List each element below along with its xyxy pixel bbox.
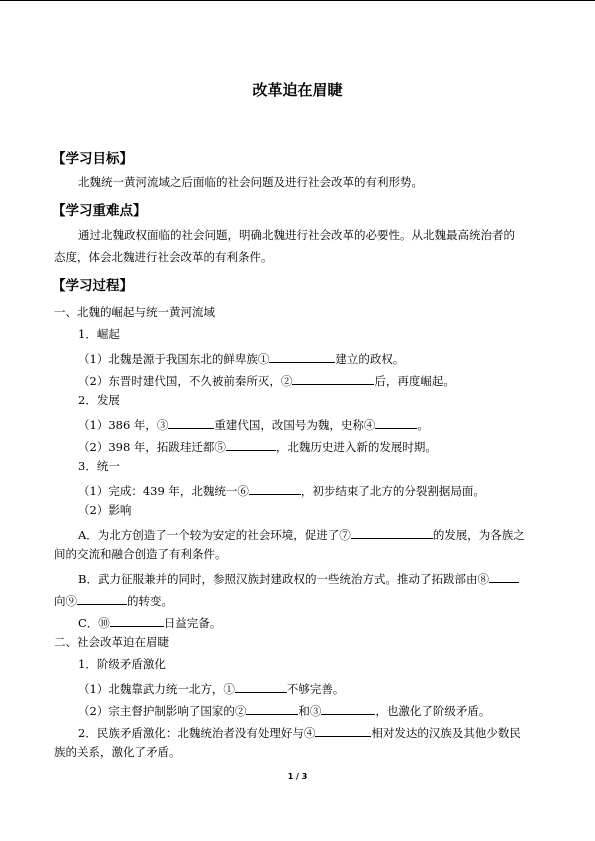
section-2-heading: 二、社会改革迫在眉睫 (54, 635, 169, 649)
fill-blank-2[interactable] (292, 373, 374, 385)
fill-blank-8[interactable] (489, 571, 519, 583)
document-title: 改革迫在眉睫 (252, 81, 343, 99)
key-text-line-1: 通过北魏政权面临的社会问题，明确北魏进行社会改革的必要性。从北魏最高统治者的 (78, 228, 515, 242)
line-unification-2: （2）影响 (78, 503, 132, 517)
item-rise: 1．崛起 (78, 327, 120, 341)
line-development-2: （2）398 年，拓跋珪迁都⑤ ，北魏历史进入新的发展时期。 (78, 440, 437, 454)
fill-blank-6[interactable] (249, 483, 301, 495)
page-number: 1 / 3 (287, 772, 308, 781)
line-influence-b-cont: 向⑨ 的转变。 (54, 594, 173, 608)
fill-blank-11[interactable] (235, 681, 287, 693)
key-heading: 【学习重难点】 (52, 203, 147, 219)
line-rise-2: （2）东晋时建代国，不久被前秦所灭，② 后，再度崛起。 (78, 374, 455, 388)
item-unification: 3．统一 (78, 459, 120, 473)
fill-blank-10[interactable] (110, 615, 164, 627)
item-development: 2．发展 (78, 393, 120, 407)
line-development-1: （1）386 年，③ 重建代国，改国号为魏，史称④ 。 (78, 418, 429, 432)
goal-text: 北魏统一黄河流域之后面临的社会问题及进行社会改革的有利形势。 (78, 175, 423, 189)
line-ethnic-conflict: 2．民族矛盾激化：北魏统治者没有处理好与④ 相对发达的汉族及其他少数民 (78, 726, 521, 740)
line-class-2: （2）宗主督护制影响了国家的② 和③ ，也激化了阶级矛盾。 (78, 704, 491, 718)
line-class-1: （1）北魏靠武力统一北方，① 不够完善。 (78, 682, 345, 696)
fill-blank-12[interactable] (246, 703, 298, 715)
key-text-line-2: 态度，体会北魏进行社会改革的有利条件。 (54, 250, 273, 264)
line-influence-b: B．武力征服兼并的同时，参照汉族封建政权的一些统治方式。推动了拓跋部由⑧ (78, 571, 519, 586)
line-ethnic-conflict-cont: 族的关系，激化了矛盾。 (54, 745, 181, 759)
fill-blank-3[interactable] (168, 417, 214, 429)
fill-blank-7[interactable] (351, 527, 433, 539)
item-class-conflict: 1．阶级矛盾激化 (78, 657, 166, 671)
fill-blank-9[interactable] (77, 593, 127, 605)
fill-blank-5[interactable] (226, 439, 276, 451)
process-heading: 【学习过程】 (52, 278, 133, 294)
line-rise-1: （1）北魏是源于我国东北的鲜卑族① 建立的政权。 (78, 352, 405, 366)
goal-heading: 【学习目标】 (52, 151, 133, 167)
line-unification-1: （1）完成：439 年，北魏统一⑥ ，初步结束了北方的分裂割据局面。 (78, 484, 485, 498)
page-top-rule (0, 0, 595, 1)
line-influence-c: C．⑩ 日益完备。 (78, 616, 222, 630)
fill-blank-13[interactable] (321, 703, 375, 715)
section-1-heading: 一、北魏的崛起与统一黄河流域 (54, 305, 215, 319)
fill-blank-14[interactable] (315, 725, 371, 737)
fill-blank-1[interactable] (269, 351, 335, 363)
fill-blank-4[interactable] (375, 417, 417, 429)
line-influence-a-cont: 间的交流和融合创造了有利条件。 (54, 547, 227, 561)
line-influence-a: A．为北方创造了一个较为安定的社会环境，促进了⑦ 的发展，为各族之 (78, 528, 525, 542)
